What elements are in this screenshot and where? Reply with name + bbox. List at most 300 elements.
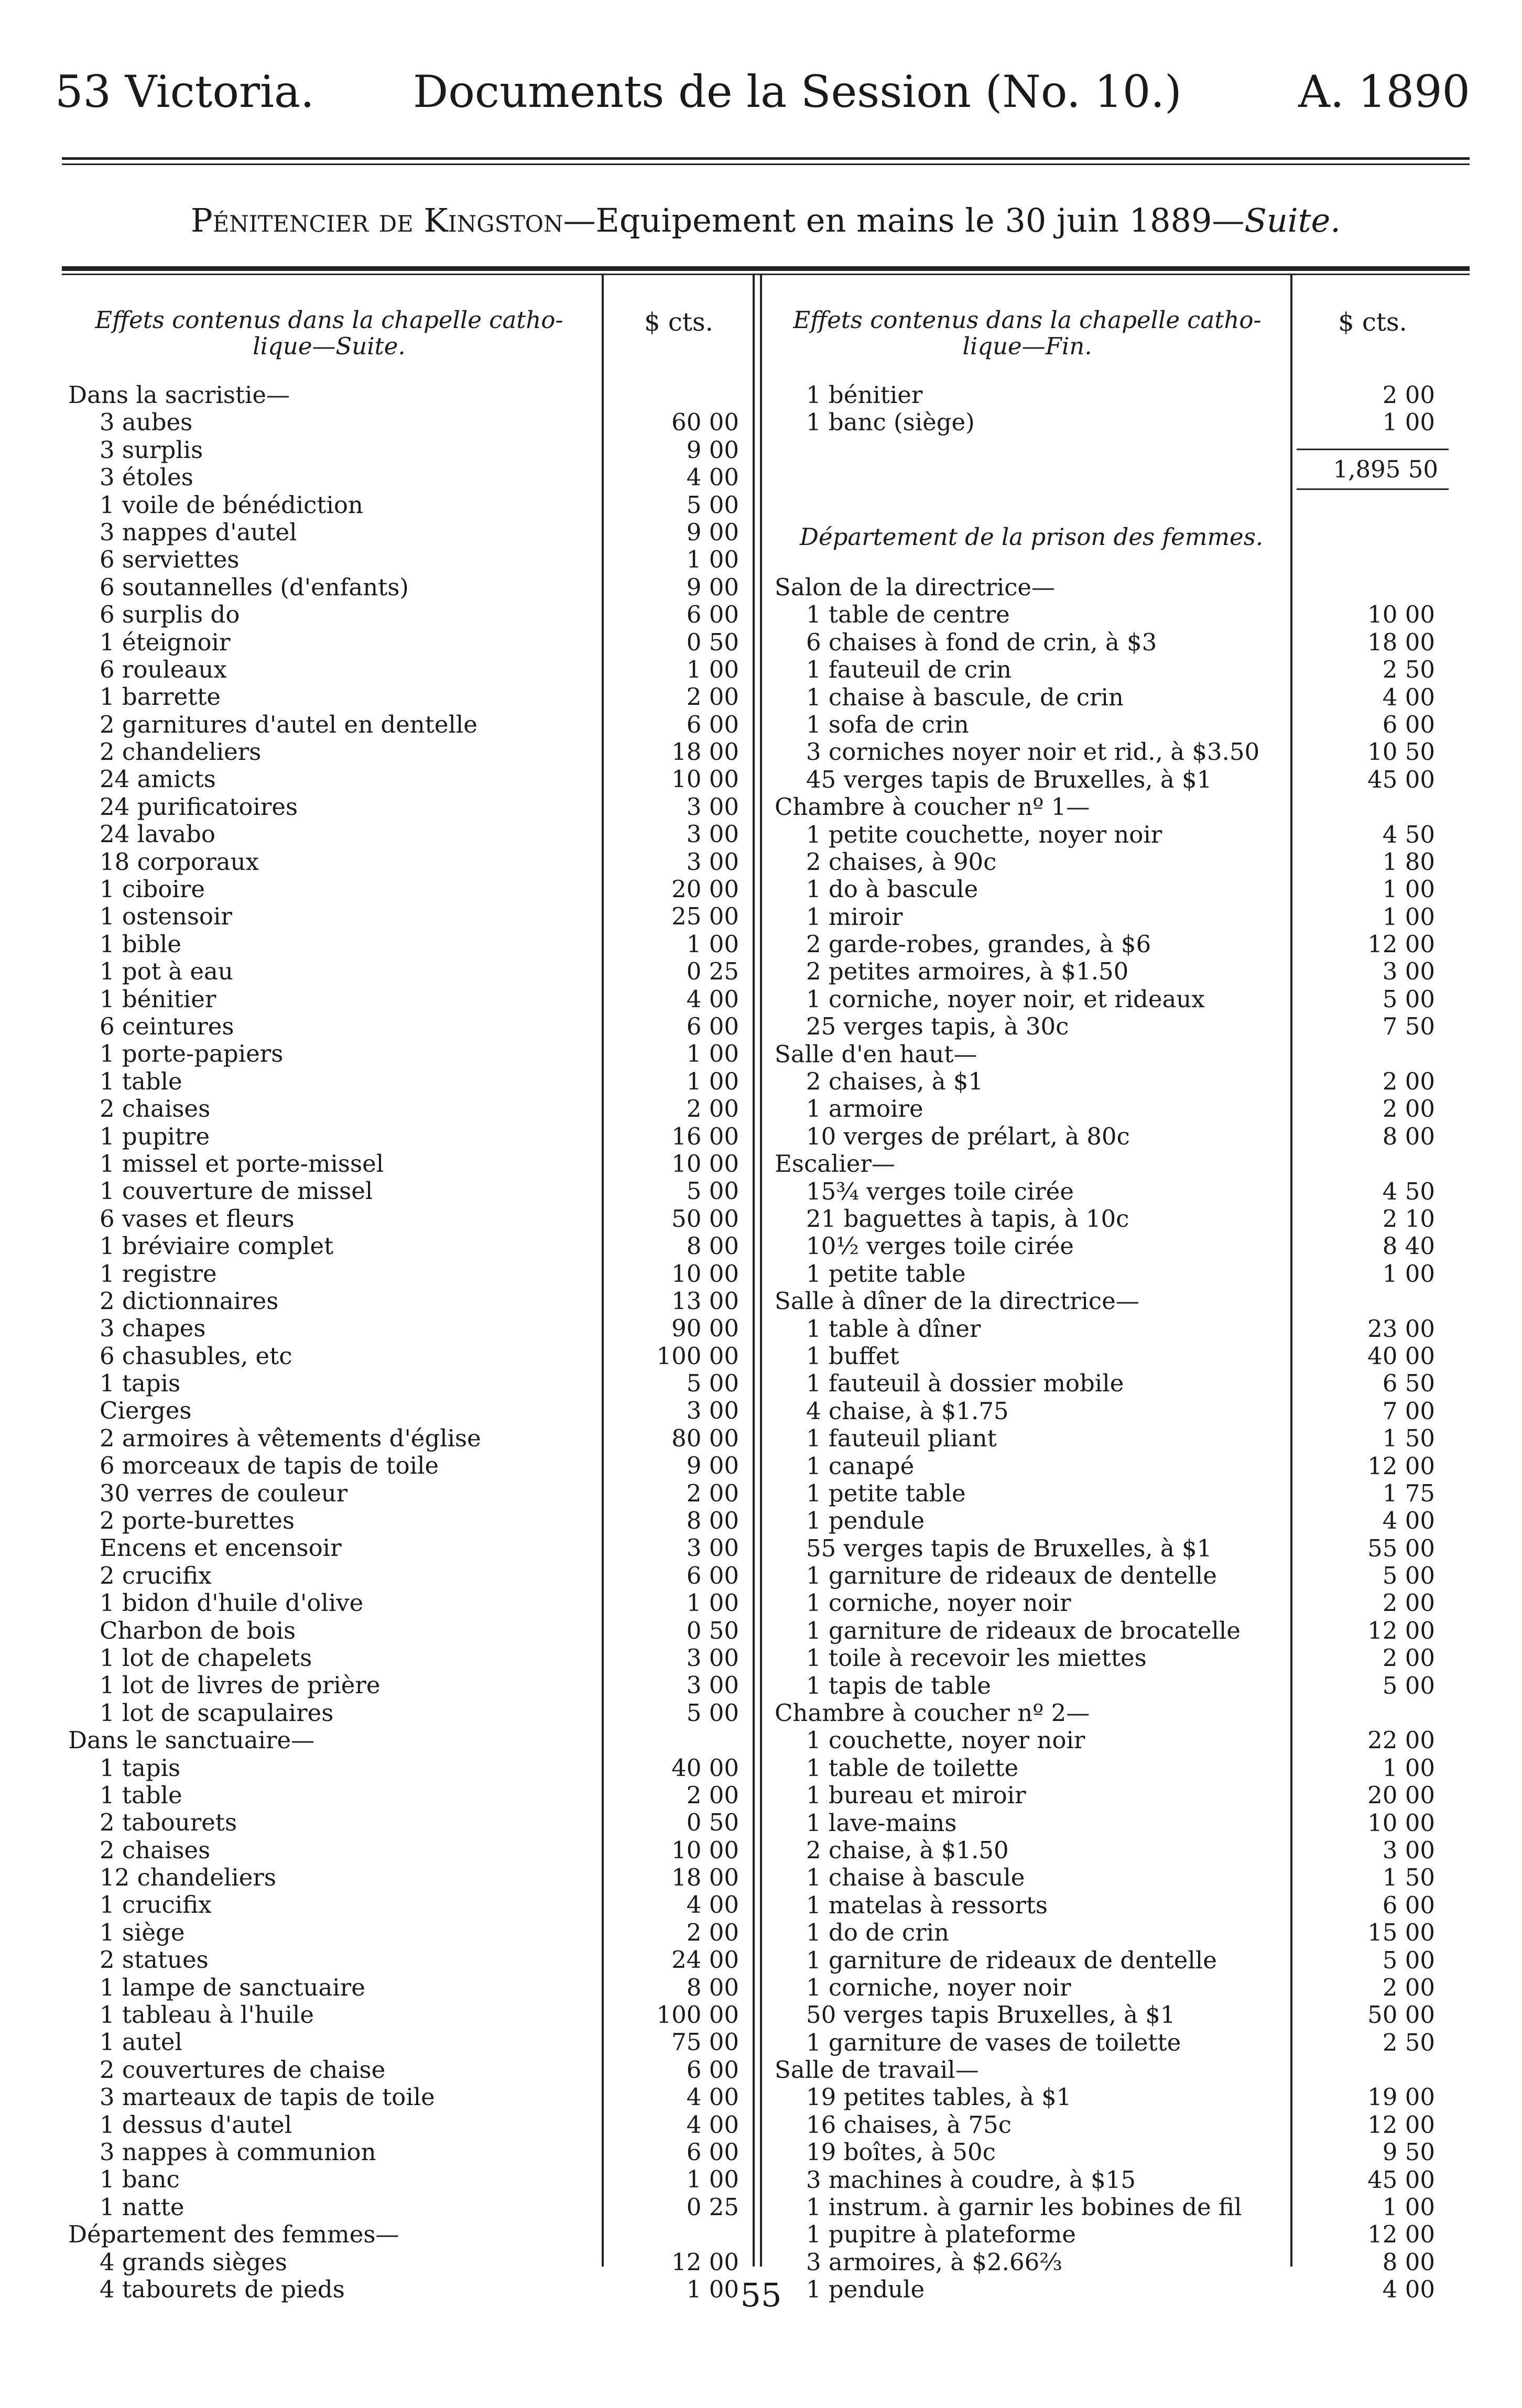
inventory-row — [775, 931, 1445, 958]
item-description: 1 pupitre à plateforme — [806, 2220, 1076, 2249]
inventory-row — [68, 1891, 744, 1919]
inventory-row — [68, 986, 744, 1013]
item-value: 18 00 — [1367, 628, 1435, 656]
item-value: 2 00 — [686, 1095, 739, 1123]
section-heading — [775, 574, 1445, 601]
item-value: 1 00 — [1382, 408, 1435, 437]
item-value: 5 00 — [1382, 1562, 1435, 1590]
inventory-row — [68, 1288, 744, 1315]
inventory-row — [68, 1480, 744, 1507]
item-value: 1 00 — [686, 1067, 739, 1095]
item-value: 1 00 — [686, 2165, 739, 2194]
item-value: 3 00 — [1382, 957, 1435, 986]
item-value: 7 50 — [1382, 1012, 1435, 1041]
inventory-row — [68, 1672, 744, 1699]
center-divider-a — [753, 275, 755, 2267]
item-description: Salle à dîner de la directrice— — [775, 1287, 1139, 1315]
right-inventory-list — [775, 574, 1445, 2304]
item-description: 1 tapis — [100, 1369, 181, 1398]
inventory-row — [775, 2029, 1445, 2056]
item-description: 3 nappes à communion — [100, 2138, 376, 2166]
inventory-row — [68, 519, 744, 546]
inventory-row — [68, 601, 744, 628]
item-description: 1 lampe de sanctuaire — [100, 1973, 365, 2001]
inventory-row — [775, 1919, 1445, 1946]
item-value: 1 00 — [686, 1589, 739, 1617]
item-value: 1 00 — [1382, 1753, 1435, 1782]
item-description: 10 verges de prélart, à 80c — [806, 1122, 1130, 1150]
item-description: 6 morceaux de tapis de toile — [100, 1452, 439, 1480]
item-description: Dans la sacristie— — [68, 381, 290, 409]
item-description: 1 lave-mains — [806, 1808, 957, 1837]
item-description: 1 garniture de rideaux de dentelle — [806, 1946, 1217, 1974]
item-value: 16 00 — [671, 1122, 739, 1150]
item-description: Département des femmes— — [68, 2220, 399, 2249]
item-description: Chambre à coucher nº 2— — [775, 1699, 1090, 1727]
inventory-row — [775, 1782, 1445, 1809]
item-description: 1 do à bascule — [806, 875, 979, 903]
item-value: 1 50 — [1382, 1864, 1435, 1892]
item-description: 2 garnitures d'autel en dentelle — [100, 710, 477, 738]
item-description: 55 verges tapis de Bruxelles, à $1 — [806, 1534, 1212, 1562]
item-description: 2 chaises — [100, 1095, 211, 1123]
inventory-row — [68, 711, 744, 738]
inventory-row — [68, 1699, 744, 1727]
inventory-row — [68, 1205, 744, 1233]
item-description: 1 canapé — [806, 1452, 915, 1480]
item-description: 2 armoires à vêtements d'église — [100, 1424, 481, 1452]
item-value: 1 00 — [1382, 2193, 1435, 2221]
item-description: 1 bible — [100, 930, 181, 958]
item-description: 30 verres de couleur — [100, 1479, 348, 1507]
item-description: 1 autel — [100, 2028, 182, 2056]
item-description: 1 banc — [100, 2165, 180, 2194]
inventory-row — [68, 1123, 744, 1150]
item-description: 6 vases et fleurs — [100, 1204, 295, 1233]
inventory-row — [68, 738, 744, 766]
item-value: 3 00 — [1382, 1836, 1435, 1864]
item-value: 6 00 — [1382, 1891, 1435, 1919]
inventory-row — [68, 2029, 744, 2056]
item-value: 9 00 — [686, 518, 739, 546]
dept-heading: Département de la prison des femmes. — [799, 523, 1264, 551]
inventory-row — [775, 1727, 1445, 1754]
item-value: 0 50 — [686, 628, 739, 656]
item-description: 6 surplis do — [100, 601, 240, 629]
right-heading-line2: lique—Fin. — [962, 332, 1092, 360]
item-description: 2 chaises — [100, 1836, 211, 1864]
item-description: 1 toile à recevoir les miettes — [806, 1644, 1147, 1672]
inventory-row — [68, 1644, 744, 1672]
item-description: 1 crucifix — [100, 1891, 212, 1919]
item-value: 6 50 — [1382, 1369, 1435, 1398]
item-description: Salon de la directrice— — [775, 573, 1056, 601]
item-value: 3 00 — [686, 820, 739, 848]
inventory-row — [68, 437, 744, 464]
item-description: 1 voile de bénédiction — [100, 491, 363, 519]
item-description: 1 ostensoir — [100, 902, 232, 931]
inventory-row — [68, 574, 744, 601]
item-description: 2 crucifix — [100, 1561, 212, 1589]
inventory-row — [775, 1398, 1445, 1425]
inventory-row — [68, 546, 744, 573]
item-value: 5 00 — [686, 1698, 739, 1727]
inventory-row — [775, 684, 1445, 711]
item-value: 10 50 — [1367, 738, 1435, 766]
left-heading-line2: lique—Suite. — [253, 332, 406, 360]
item-description: 19 petites tables, à $1 — [806, 2083, 1072, 2111]
inventory-row — [775, 876, 1445, 903]
item-value: 2 00 — [1382, 1973, 1435, 2001]
item-description: 1 barrette — [100, 683, 221, 711]
item-description: 1 dessus d'autel — [100, 2110, 292, 2139]
inventory-row — [68, 1837, 744, 1864]
inventory-row — [68, 793, 744, 821]
inventory-row — [68, 1040, 744, 1067]
item-value: 22 00 — [1367, 1726, 1435, 1755]
inventory-row — [68, 1782, 744, 1809]
item-value: 4 00 — [686, 985, 739, 1013]
item-value: 12 00 — [1367, 1616, 1435, 1644]
right-money-header: $ cts. — [1338, 308, 1407, 337]
inventory-row — [775, 1672, 1445, 1699]
inventory-row — [68, 464, 744, 491]
item-value: 75 00 — [671, 2028, 739, 2056]
inventory-row — [68, 1233, 744, 1260]
item-value: 0 25 — [686, 2193, 739, 2221]
inventory-row — [775, 2084, 1445, 2111]
total-rule-top — [1297, 449, 1449, 450]
item-value: 0 25 — [686, 957, 739, 986]
item-description: 45 verges tapis de Bruxelles, à $1 — [806, 765, 1212, 793]
item-value: 100 00 — [656, 2001, 739, 2029]
item-value: 3 00 — [686, 1534, 739, 1562]
table-title — [62, 197, 1470, 244]
item-value: 5 00 — [686, 1369, 739, 1398]
item-value: 5 00 — [1382, 985, 1435, 1013]
item-description: 1 miroir — [806, 902, 903, 931]
inventory-row — [68, 821, 744, 848]
inventory-row — [775, 1480, 1445, 1507]
item-description: 1 registre — [100, 1259, 217, 1288]
item-value: 2 00 — [1382, 1067, 1435, 1096]
inventory-row — [775, 1562, 1445, 1589]
item-description: 1 ciboire — [100, 875, 205, 903]
item-value: 9 00 — [686, 573, 739, 601]
inventory-row — [68, 1534, 744, 1562]
item-value: 2 50 — [1382, 2028, 1435, 2056]
item-description: Chambre à coucher nº 1— — [775, 793, 1090, 821]
inventory-row — [775, 1233, 1445, 1260]
item-value: 6 00 — [686, 710, 739, 738]
item-description: 1 missel et porte-missel — [100, 1149, 384, 1178]
item-description: 1 chaise à bascule — [806, 1864, 1025, 1892]
item-description: 6 soutannelles (d'enfants) — [100, 573, 409, 601]
item-description: 19 boîtes, à 50c — [806, 2138, 996, 2166]
inventory-row — [68, 1370, 744, 1397]
item-description: 24 amicts — [100, 765, 216, 793]
item-value: 0 50 — [686, 1808, 739, 1837]
title-rule-thick — [62, 266, 1470, 271]
item-description: 1 banc (siège) — [806, 408, 975, 437]
section-heading — [68, 382, 744, 409]
item-description: 1 sofa de crin — [806, 710, 969, 738]
inventory-row — [68, 2056, 744, 2084]
item-description: 1 armoire — [806, 1095, 923, 1123]
section-heading — [775, 1699, 1445, 1727]
inventory-row — [775, 1178, 1445, 1205]
item-value: 12 00 — [1367, 2220, 1435, 2249]
right-column-heading — [770, 307, 1284, 359]
item-description: 2 couvertures de chaise — [100, 2055, 386, 2084]
inventory-row — [775, 629, 1445, 656]
inventory-row — [775, 738, 1445, 766]
item-description: 3 surplis — [100, 435, 203, 464]
inventory-row — [775, 848, 1445, 876]
item-description: 4 tabourets de pieds — [100, 2275, 345, 2303]
item-description: 3 aubes — [100, 408, 193, 437]
item-value: 9 50 — [1382, 2138, 1435, 2166]
inventory-row — [68, 1617, 744, 1644]
item-value: 1 00 — [686, 1040, 739, 1068]
inventory-row — [68, 1589, 744, 1617]
inventory-row — [775, 2249, 1445, 2276]
item-description: Dans le sanctuaire— — [68, 1726, 315, 1755]
title-institution: Pénitencier de Kingston — [191, 201, 563, 239]
item-description: 25 verges tapis, à 30c — [806, 1012, 1069, 1041]
inventory-row — [68, 1507, 744, 1534]
item-description: 6 serviettes — [100, 546, 240, 574]
item-description: 1 éteignoir — [100, 628, 231, 656]
item-description: 18 corporaux — [100, 847, 259, 876]
inventory-row — [68, 2194, 744, 2221]
item-value: 10 00 — [671, 1836, 739, 1864]
item-description: 1 corniche, noyer noir, et rideaux — [806, 985, 1205, 1013]
item-description: 1 fauteuil de crin — [806, 656, 1012, 684]
section-heading — [775, 2056, 1445, 2084]
inventory-row — [68, 1260, 744, 1288]
item-description: 1 corniche, noyer noir — [806, 1973, 1071, 2001]
item-description: 1 lot de chapelets — [100, 1643, 312, 1672]
inventory-row — [775, 1892, 1445, 1919]
inventory-row — [775, 1810, 1445, 1837]
item-description: 2 tabourets — [100, 1808, 237, 1837]
item-value: 7 00 — [1382, 1397, 1435, 1425]
item-value: 24 00 — [671, 1946, 739, 1974]
item-value: 3 00 — [686, 1397, 739, 1425]
item-description: 1 bureau et miroir — [806, 1781, 1026, 1810]
inventory-row — [68, 656, 744, 683]
item-value: 2 00 — [1382, 381, 1435, 409]
inventory-row — [68, 766, 744, 793]
header-rule-top — [62, 157, 1470, 160]
item-description: 3 étoles — [100, 463, 193, 492]
item-value: 100 00 — [656, 1342, 739, 1370]
item-description: 3 corniches noyer noir et rid., à $3.50 — [806, 738, 1260, 766]
item-value: 80 00 — [671, 1424, 739, 1452]
item-value: 12 00 — [1367, 1452, 1435, 1480]
header-rule-bottom — [62, 164, 1470, 165]
inventory-row — [775, 1837, 1445, 1864]
inventory-row — [775, 2166, 1445, 2194]
left-heading-line1: Effets contenus dans la chapelle catho- — [95, 306, 563, 334]
item-description: 1 lot de scapulaires — [100, 1698, 334, 1727]
left-inventory-list — [68, 382, 744, 2303]
item-value: 4 00 — [686, 463, 739, 492]
inventory-row — [775, 1260, 1445, 1288]
item-value: 6 00 — [686, 1561, 739, 1589]
item-value: 4 00 — [686, 1891, 739, 1919]
item-description: 3 armoires, à $2.66⅔ — [806, 2248, 1062, 2276]
inventory-row — [775, 2194, 1445, 2221]
inventory-row — [775, 2139, 1445, 2166]
item-description: 3 machines à coudre, à $15 — [806, 2165, 1136, 2194]
item-value: 23 00 — [1367, 1314, 1435, 1343]
inventory-row — [775, 903, 1445, 931]
item-description: Escalier— — [775, 1150, 895, 1178]
item-description: 2 statues — [100, 1946, 209, 1974]
inventory-row — [68, 2001, 744, 2029]
item-description: Salle d'en haut— — [775, 1040, 977, 1068]
item-value: 3 00 — [686, 1671, 739, 1699]
item-description: 1 tapis — [100, 1753, 181, 1782]
item-description: 1 table à dîner — [806, 1314, 981, 1343]
item-value: 40 00 — [1367, 1342, 1435, 1370]
item-value: 15 00 — [1367, 1919, 1435, 1947]
inventory-row — [775, 766, 1445, 793]
item-value: 18 00 — [671, 1864, 739, 1892]
item-value: 20 00 — [671, 875, 739, 903]
inventory-row — [68, 1315, 744, 1342]
inventory-row — [775, 1947, 1445, 1974]
inventory-row — [68, 1150, 744, 1178]
item-value: 2 00 — [686, 1918, 739, 1946]
item-description: 1 fauteuil à dossier mobile — [806, 1369, 1124, 1398]
inventory-row — [68, 876, 744, 903]
item-description: Charbon de bois — [100, 1616, 296, 1644]
inventory-row — [68, 629, 744, 656]
item-value: 1 00 — [686, 930, 739, 958]
inventory-row — [68, 1068, 744, 1095]
inventory-row — [775, 1095, 1445, 1123]
item-description: 1 pendule — [806, 1507, 925, 1535]
inventory-row — [68, 683, 744, 711]
item-description: Cierges — [100, 1397, 192, 1425]
item-description: 2 dictionnaires — [100, 1287, 279, 1315]
inventory-row — [68, 2249, 744, 2276]
item-description: 1 tapis de table — [806, 1671, 991, 1699]
item-description: 1 table de centre — [806, 601, 1010, 629]
inventory-row — [775, 2221, 1445, 2248]
year: A. 1890 — [1298, 66, 1470, 117]
item-description: 1 garniture de vases de toilette — [806, 2028, 1181, 2056]
item-description: 50 verges tapis Bruxelles, à $1 — [806, 2001, 1176, 2029]
inventory-row — [68, 1919, 744, 1946]
item-description: 1 fauteuil pliant — [806, 1424, 997, 1453]
inventory-row — [68, 2166, 744, 2193]
item-value: 18 00 — [671, 738, 739, 766]
item-description: 15¾ verges toile cirée — [806, 1177, 1074, 1205]
inventory-row — [775, 1453, 1445, 1480]
item-description: 12 chandeliers — [100, 1864, 277, 1892]
right-top-list — [775, 382, 1445, 437]
section-heading — [775, 1041, 1445, 1068]
item-value: 2 00 — [1382, 1589, 1435, 1617]
inventory-row — [775, 1205, 1445, 1233]
document-title: Documents de la Session (No. 10.) — [413, 66, 1182, 117]
item-value: 2 00 — [686, 683, 739, 711]
inventory-row — [68, 1178, 744, 1205]
left-money-header: $ cts. — [644, 308, 713, 337]
section-heading — [68, 2221, 744, 2248]
inventory-row — [68, 931, 744, 958]
item-description: 1 table de toilette — [806, 1753, 1019, 1782]
item-description: 1 tableau à l'huile — [100, 2001, 314, 2029]
inventory-row — [68, 2139, 744, 2166]
inventory-row — [68, 492, 744, 519]
item-value: 4 00 — [1382, 1507, 1435, 1535]
item-description: 1 chaise à bascule, de crin — [806, 683, 1124, 711]
section-heading — [775, 1150, 1445, 1178]
item-value: 19 00 — [1367, 2083, 1435, 2111]
inventory-row — [68, 1397, 744, 1424]
item-value: 5 00 — [1382, 1946, 1435, 1974]
inventory-row — [775, 1535, 1445, 1562]
inventory-row — [775, 821, 1445, 848]
item-value: 50 00 — [1367, 2001, 1435, 2029]
inventory-row — [775, 1644, 1445, 1672]
item-description: 24 lavabo — [100, 820, 215, 848]
item-value: 3 00 — [686, 847, 739, 876]
item-description: 1 bénitier — [806, 381, 923, 409]
item-description: 2 chandeliers — [100, 738, 262, 766]
inventory-row — [68, 1013, 744, 1040]
item-description: 1 buffet — [806, 1342, 899, 1370]
inventory-row — [68, 903, 744, 930]
item-value: 40 00 — [671, 1753, 739, 1782]
item-value: 5 00 — [1382, 1671, 1435, 1699]
item-value: 25 00 — [671, 902, 739, 931]
inventory-row — [775, 1343, 1445, 1370]
title-text: —Equipement en mains le 30 juin 1889— — [563, 201, 1245, 239]
item-value: 45 00 — [1367, 765, 1435, 793]
item-description: 3 marteaux de tapis de toile — [100, 2083, 435, 2111]
item-value: 4 50 — [1382, 1177, 1435, 1205]
item-value: 10 00 — [671, 765, 739, 793]
item-value: 2 00 — [686, 1479, 739, 1507]
item-value: 6 00 — [1382, 710, 1435, 738]
item-value: 4 00 — [686, 2110, 739, 2139]
item-description: Salle de travail— — [775, 2056, 979, 2084]
inventory-row — [68, 1755, 744, 1782]
inventory-row — [68, 1562, 744, 1589]
item-value: 4 50 — [1382, 820, 1435, 848]
item-value: 1 00 — [686, 655, 739, 683]
item-value: 10 00 — [671, 1149, 739, 1178]
item-description: 2 chaise, à $1.50 — [806, 1836, 1009, 1864]
item-value: 1 00 — [1382, 902, 1435, 931]
item-value: 90 00 — [671, 1314, 739, 1343]
item-description: 6 chaises à fond de crin, à $3 — [806, 628, 1157, 656]
item-value: 13 00 — [671, 1287, 739, 1315]
item-description: 1 porte-papiers — [100, 1040, 284, 1068]
inventory-row — [775, 1864, 1445, 1891]
item-description: 1 couchette, noyer noir — [806, 1726, 1085, 1755]
item-description: 2 petites armoires, à $1.50 — [806, 957, 1129, 986]
item-description: 3 nappes d'autel — [100, 518, 297, 546]
inventory-row — [775, 2111, 1445, 2139]
item-value: 5 00 — [686, 1177, 739, 1205]
